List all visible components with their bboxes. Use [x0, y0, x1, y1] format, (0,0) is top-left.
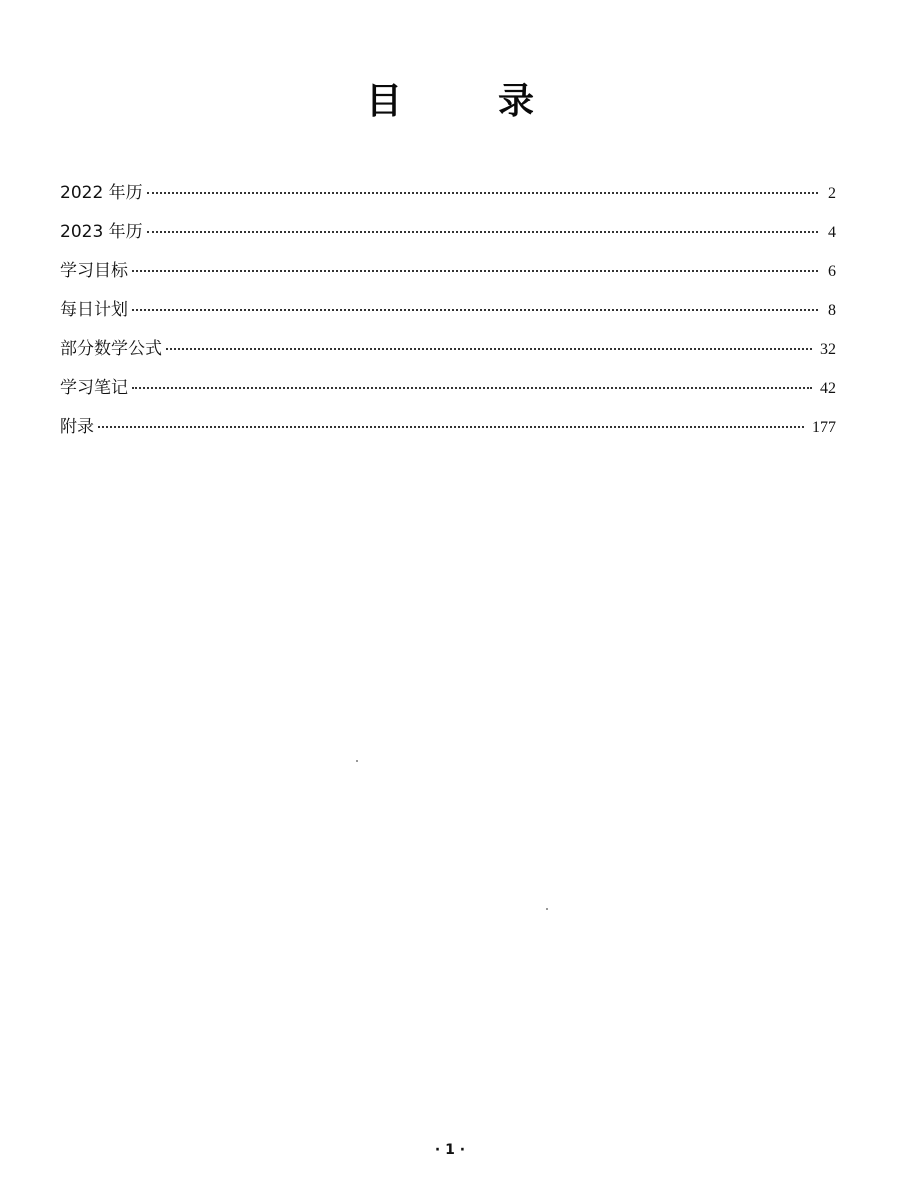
toc-dot-leader [132, 309, 818, 311]
scan-speck [546, 908, 548, 910]
toc-entry-label: 部分数学公式 [60, 339, 162, 359]
toc-entry-page: 8 [828, 302, 836, 319]
toc-entry-page: 32 [820, 341, 836, 358]
table-of-contents [60, 178, 836, 451]
toc-entry-label: 每日计划 [60, 300, 128, 320]
toc-dot-leader [166, 348, 812, 350]
scan-speck [356, 760, 358, 762]
toc-dot-leader [147, 231, 818, 233]
toc-entry[interactable] [60, 373, 836, 412]
toc-entry[interactable] [60, 334, 836, 373]
toc-entry[interactable] [60, 217, 836, 256]
toc-entry-label: 学习目标 [60, 261, 128, 281]
toc-entry-label: 学习笔记 [60, 378, 128, 398]
toc-entry-page: 177 [812, 419, 836, 436]
toc-entry-label: 2022 年历 [60, 183, 143, 203]
toc-entry-page: 4 [828, 224, 836, 241]
toc-entry-page: 2 [828, 185, 836, 202]
toc-entry[interactable] [60, 178, 836, 217]
toc-dot-leader [132, 270, 818, 272]
toc-entry-label: 附录 [60, 417, 94, 437]
page-title: 目 录 [365, 80, 564, 123]
toc-dot-leader [132, 387, 812, 389]
toc-dot-leader [147, 192, 818, 194]
toc-entry[interactable] [60, 256, 836, 295]
toc-entry-label: 2023 年历 [60, 222, 143, 242]
toc-entry-page: 6 [828, 263, 836, 280]
toc-entry-page: 42 [820, 380, 836, 397]
toc-entry[interactable] [60, 412, 836, 451]
toc-dot-leader [98, 426, 804, 428]
page-number: · 1 · [434, 1142, 466, 1158]
toc-entry[interactable] [60, 295, 836, 334]
